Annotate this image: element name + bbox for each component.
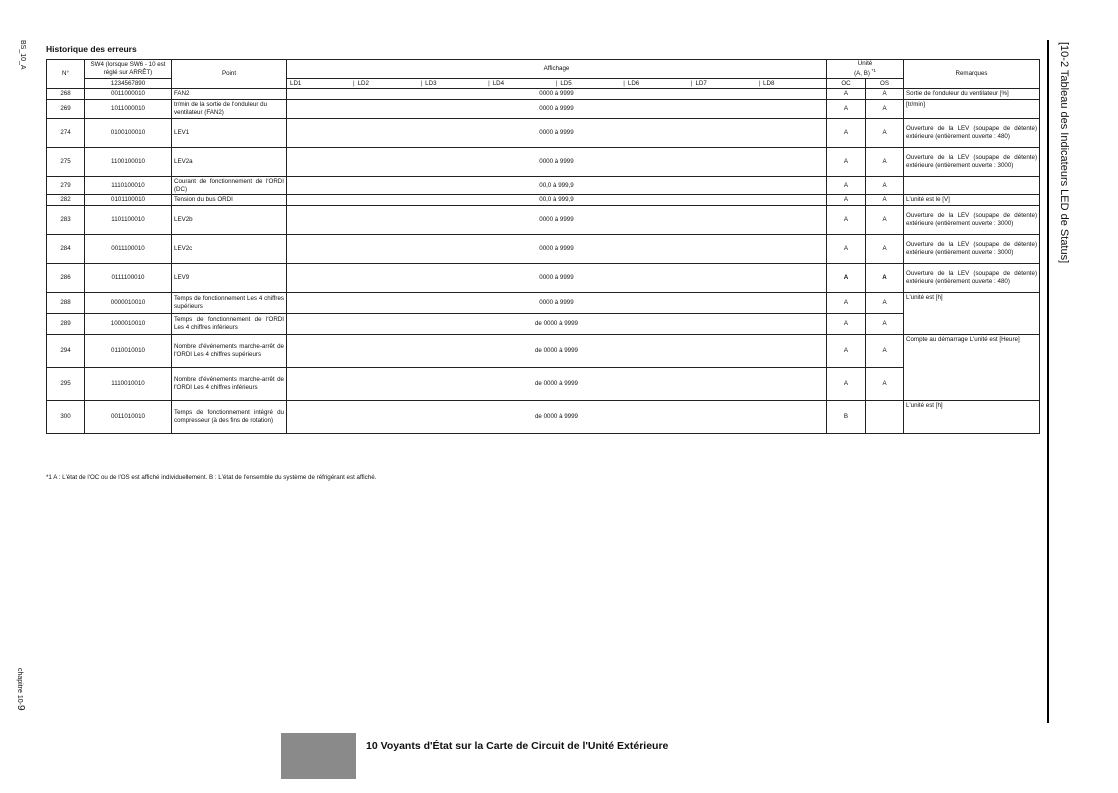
header-ld3: LD3 (425, 79, 437, 87)
row-display: 0000 à 9999 (287, 264, 827, 293)
row-no: 268 (47, 89, 85, 100)
row-point: Courant de fonctionnement de l'ORDI (DC) (172, 177, 287, 195)
row-oc: B (827, 401, 866, 434)
row-no: 294 (47, 335, 85, 368)
row-no: 295 (47, 368, 85, 401)
row-remark (904, 177, 1040, 195)
header-ld-cells: LD1 | LD2 | LD3 | LD4 | LD5 | LD6 | LD7 | LD8 (287, 79, 827, 89)
row-os: A (866, 293, 904, 314)
row-no: 283 (47, 206, 85, 235)
row-os: A (866, 100, 904, 119)
header-unite (827, 60, 904, 79)
row-os: A (866, 206, 904, 235)
row-os: A (866, 177, 904, 195)
row-os: A (866, 314, 904, 335)
row-remark: Ouverture de la LEV (soupape de détente) extérieure (entièrement ouverte : 480) (904, 119, 1040, 148)
row-point: Nombre d'événements marche-arrêt de l'ORDI Les 4 chiffres supérieurs (172, 335, 287, 368)
table-row (47, 206, 1040, 235)
row-os: A (866, 368, 904, 401)
row-display: de 0000 à 9999 (287, 314, 827, 335)
row-os: A (866, 89, 904, 100)
header-ld1: LD1 (290, 79, 302, 87)
header-ld6: LD6 (627, 79, 640, 87)
row-oc: A (827, 119, 866, 148)
row-os: A (866, 148, 904, 177)
table-row (47, 314, 1040, 335)
row-point: LEV1 (172, 119, 287, 148)
header-remarques: Remarques (904, 60, 1040, 89)
row-sw: 0011100010 (85, 235, 172, 264)
chapter-label: chapitre 10- (16, 668, 23, 705)
header-ld2: LD2 (357, 79, 369, 87)
row-remark: [tr/min] (904, 100, 1040, 119)
row-remark: L'unité est [h] (904, 401, 1040, 434)
chapter-page-number: 9 (15, 704, 26, 711)
table-row (47, 335, 1040, 368)
row-oc: A (827, 368, 866, 401)
row-oc: A (827, 293, 866, 314)
row-point: FAN2 (172, 89, 287, 100)
row-sw: 1110100010 (85, 177, 172, 195)
row-display: 0000 à 9999 (287, 293, 827, 314)
row-oc: A (827, 206, 866, 235)
row-point: Temps de fonctionnement de l'ORDI Les 4 chiffres inférieurs (172, 314, 287, 335)
header-oc: OC (827, 79, 866, 89)
row-oc: A (827, 148, 866, 177)
header-ld8: LD8 (763, 79, 775, 87)
row-os: A (866, 264, 904, 293)
row-os: A (866, 335, 904, 368)
row-display: 0000 à 9999 (287, 100, 827, 119)
row-sw: 0100100010 (85, 119, 172, 148)
row-no: 282 (47, 195, 85, 206)
row-no: 275 (47, 148, 85, 177)
row-oc: A (827, 335, 866, 368)
row-point: tr/min de la sortie de l'onduleur du ventilateur (FAN2) (172, 100, 287, 119)
row-oc: A (827, 314, 866, 335)
row-sw: 1100100010 (85, 148, 172, 177)
table-row (47, 148, 1040, 177)
row-os: A (866, 235, 904, 264)
row-oc: A (827, 235, 866, 264)
vertical-section-title: [10-2 Tableau des Indicateurs LED de Status] (1058, 42, 1070, 264)
row-no: 289 (47, 314, 85, 335)
row-sw: 0011010010 (85, 401, 172, 434)
row-remark (904, 314, 1040, 335)
header-ld7: LD7 (695, 79, 707, 87)
table-row (47, 293, 1040, 314)
row-remark: Ouverture de la LEV (soupape de détente) extérieure (entièrement ouverte : 3000) (904, 235, 1040, 264)
row-display: 00,0 à 999,9 (287, 177, 827, 195)
header-unite-note: *1 (871, 67, 876, 73)
row-os: A (866, 119, 904, 148)
row-no: 288 (47, 293, 85, 314)
row-sw: 1101100010 (85, 206, 172, 235)
row-no: 279 (47, 177, 85, 195)
chapter-gray-box (281, 733, 356, 779)
row-no: 286 (47, 264, 85, 293)
row-os: A (866, 195, 904, 206)
row-remark: Sortie de l'onduleur du ventilateur [%] (904, 89, 1040, 100)
row-sw: 0101100010 (85, 195, 172, 206)
row-remark (904, 368, 1040, 401)
error-history-table (46, 59, 1040, 434)
row-sw: 1110010010 (85, 368, 172, 401)
header-sw4-bits: 1234567890 (85, 79, 172, 89)
row-sw: 1000010010 (85, 314, 172, 335)
row-point: LEV2b (172, 206, 287, 235)
row-remark: Ouverture de la LEV (soupape de détente) extérieure (entièrement ouverte : 480) (904, 264, 1040, 293)
row-remark: L'unité est [h] (904, 293, 1040, 314)
row-display: 0000 à 9999 (287, 206, 827, 235)
table-row (47, 100, 1040, 119)
header-sw4: SW4 (lorsque SW6 - 10 est réglé sur ARRÊT) (85, 60, 172, 79)
row-point: Temps de fonctionnement Les 4 chiffres supérieurs (172, 293, 287, 314)
row-sw: 0011000010 (85, 89, 172, 100)
header-no: N° (47, 60, 85, 89)
header-affichage: Affichage (287, 60, 827, 79)
row-point: Tension du bus ORDI (172, 195, 287, 206)
header-unite-sub: (A, B) (854, 70, 870, 78)
table-row (47, 235, 1040, 264)
row-oc: A (827, 100, 866, 119)
row-no: 274 (47, 119, 85, 148)
row-display: de 0000 à 9999 (287, 401, 827, 434)
row-display: 0000 à 9999 (287, 119, 827, 148)
row-sw: 1011000010 (85, 100, 172, 119)
section-title: Historique des erreurs (46, 44, 137, 54)
document-code: BS_10_A (19, 40, 26, 70)
row-no: 284 (47, 235, 85, 264)
row-point: LEV9 (172, 264, 287, 293)
row-remark: L'unité est le [V] (904, 195, 1040, 206)
row-oc: A (827, 264, 866, 293)
header-ld4: LD4 (492, 79, 505, 87)
row-no: 300 (47, 401, 85, 434)
header-os: OS (866, 79, 904, 89)
row-display: de 0000 à 9999 (287, 335, 827, 368)
row-sw: 0111100010 (85, 264, 172, 293)
table-row (47, 264, 1040, 293)
row-display: 0000 à 9999 (287, 235, 827, 264)
row-sw: 0000010010 (85, 293, 172, 314)
table-row (47, 401, 1040, 434)
right-margin-rule (1047, 40, 1049, 723)
table-row (47, 368, 1040, 401)
table-row (47, 195, 1040, 206)
row-remark: Ouverture de la LEV (soupape de détente) extérieure (entièrement ouverte : 3000) (904, 148, 1040, 177)
row-point: LEV2a (172, 148, 287, 177)
row-sw: 0110010010 (85, 335, 172, 368)
table-row (47, 89, 1040, 100)
row-os (866, 401, 904, 434)
chapter-page-label (15, 668, 26, 711)
row-oc: A (827, 177, 866, 195)
header-point: Point (172, 60, 287, 89)
row-remark: Compte au démarrage L'unité est [Heure] (904, 335, 1040, 368)
table-row (47, 177, 1040, 195)
footer-chapter-title: 10 Voyants d'État sur la Carte de Circuit de l'Unité Extérieure (366, 740, 669, 752)
row-display: 0000 à 9999 (287, 148, 827, 177)
footnote: *1 A : L'état de l'OC ou de l'OS est affiché individuellement. B : L'état de l'ensemble du système de réfrigérant est affiché. (46, 474, 377, 481)
row-no: 269 (47, 100, 85, 119)
row-point: Nombre d'événements marche-arrêt de l'ORDI Les 4 chiffres inférieurs (172, 368, 287, 401)
row-remark: Ouverture de la LEV (soupape de détente) extérieure (entièrement ouverte : 3000) (904, 206, 1040, 235)
row-point: LEV2c (172, 235, 287, 264)
table-row (47, 119, 1040, 148)
row-point: Temps de fonctionnement intégré du compresseur (à des fins de rotation) (172, 401, 287, 434)
row-oc: A (827, 195, 866, 206)
header-ld5: LD5 (560, 79, 572, 87)
header-row (47, 60, 1040, 79)
row-display: 00,0 à 999,9 (287, 195, 827, 206)
header-unite-label: Unité (857, 60, 873, 68)
row-display: de 0000 à 9999 (287, 368, 827, 401)
row-display: 0000 à 9999 (287, 89, 827, 100)
row-oc: A (827, 89, 866, 100)
